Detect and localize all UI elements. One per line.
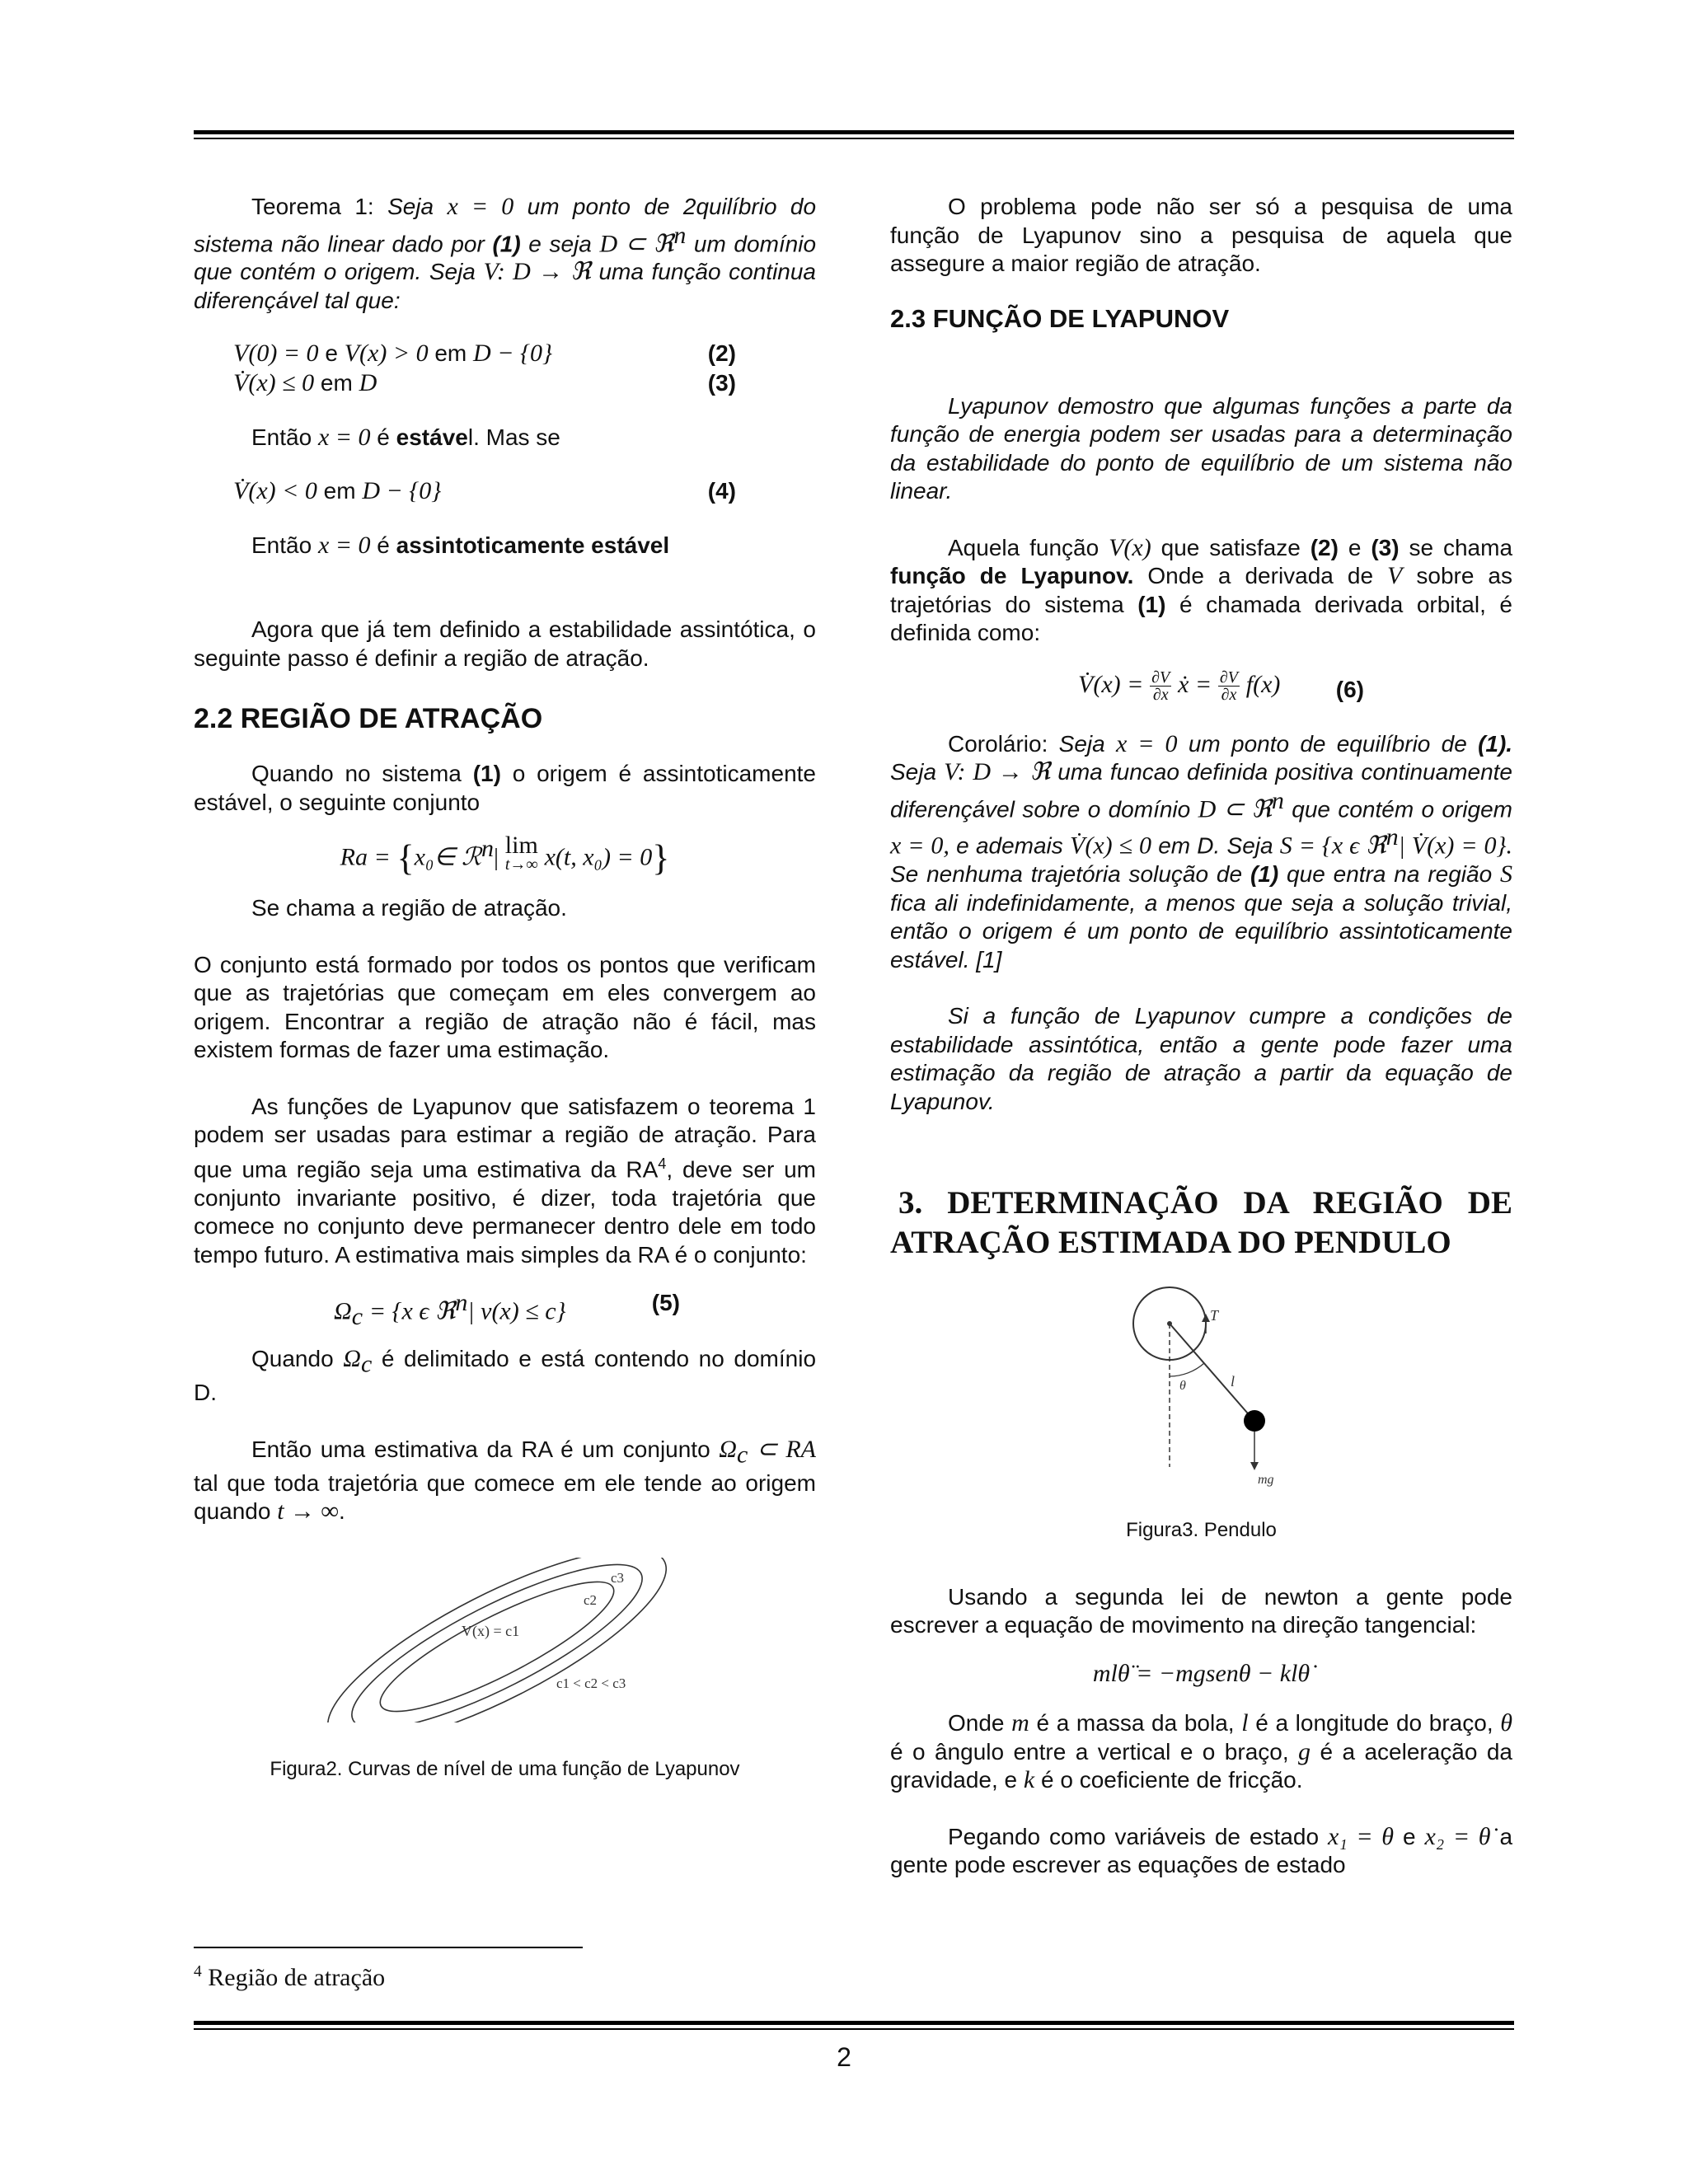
corolario-r: que entra na região: [1287, 861, 1493, 888]
angle-arc: [1170, 1363, 1204, 1376]
omega-sup: n: [455, 1289, 468, 1317]
ra-limit: [504, 832, 538, 874]
eq2-part-e: D − {0}: [473, 340, 552, 368]
onde-m: m: [1011, 1709, 1029, 1737]
level-curve-c3: [306, 1558, 688, 1722]
equation-motion: mlθ̈ = −mgsenθ − klθ̇: [1092, 1659, 1311, 1687]
corolario-eq-x0: x = 0: [1116, 729, 1178, 757]
para-entao-a: Então uma estimativa da RA é um conjunto: [251, 1436, 710, 1462]
label-v-c1: V(x) = c1: [462, 1622, 520, 1639]
then2-c: é: [377, 532, 390, 558]
aquela-v: V: [1387, 562, 1403, 589]
footnote-text: Região de atração: [208, 1964, 386, 1991]
ra-body: x(t, x₀) = 0: [544, 843, 653, 871]
equation-number-6: (6): [1335, 676, 1364, 702]
onde-l: l: [1241, 1709, 1249, 1737]
equation-number-5: (5): [651, 1290, 680, 1316]
theorem-lead: Teorema 1:: [251, 194, 374, 219]
pegando-x2: x₂ = θ̇: [1424, 1822, 1491, 1850]
equation-5-row: [194, 1289, 680, 1331]
corolario: [890, 730, 1512, 975]
figure-2: [194, 1558, 816, 1722]
para-quando2-a: Quando: [251, 1346, 334, 1372]
ra-brace-close: }: [652, 837, 670, 879]
theorem-eq-2-sup: n: [673, 221, 687, 249]
eq6-frac-2: [1218, 669, 1240, 703]
corolario-m: em D. Seja: [1158, 832, 1273, 859]
para-quando-c: o origem é assintoticamente estável, o seguinte conjunto: [194, 761, 816, 815]
then1-e: l. Mas se: [467, 424, 560, 451]
then2-eq: x = 0: [317, 531, 371, 559]
eq6-den-2: ∂x: [1221, 685, 1237, 704]
footnote: [194, 1963, 385, 1992]
ra-lim-text: lim: [504, 832, 538, 860]
gravity-arrowhead: [1250, 1462, 1259, 1470]
aquela-a: Aquela função: [948, 534, 1100, 560]
torque-arrowhead: [1202, 1314, 1210, 1322]
figure-3-caption: Figura3. Pendulo: [1126, 1519, 1277, 1542]
ra-bar: |: [493, 843, 499, 871]
para-funcoes: [194, 1093, 816, 1269]
corolario-eq-s: S = {x ϵ ℜ: [1279, 832, 1386, 860]
pegando-e: a gente pode escrever as equações de estado: [890, 1823, 1513, 1878]
level-curves-figure: [194, 1558, 816, 1722]
para-problema: O problema pode não ser só a pesquisa de uma função de Lyapunov sino a pesquisa de aquela que assegure a maior região de atração.: [890, 194, 1512, 276]
theorem-ref-1: (1): [492, 230, 521, 256]
corolario-eq-s-sup: n: [1386, 823, 1399, 851]
eq6-rhs: f(x): [1245, 670, 1281, 698]
para-entao-period: .: [338, 1498, 345, 1525]
equation-number-4: (4): [707, 477, 736, 504]
theorem-eq-1: x = 0: [447, 193, 514, 220]
para-quando2-c: é delimitado e está contendo no domínio D.: [194, 1346, 817, 1406]
bottom-rule-thick: [194, 2021, 1514, 2025]
corolario-t: fica ali indefinidamente, a menos que seja a solução trivial, então o origem é um ponto de equilíbrio assintoticamente estável. [1]: [890, 889, 1512, 972]
pegando-x1: x₁ = θ: [1327, 1822, 1394, 1850]
then1-c: é: [377, 424, 390, 451]
corolario-eq-d: D ⊂ ℜ: [1198, 794, 1272, 823]
ra-x0: x₀∈ ℛ: [414, 843, 481, 871]
theorem-text-1: Seja: [387, 194, 434, 219]
se-chama: Se chama a região de atração.: [251, 895, 567, 921]
heading-3-line-1: 3. DETERMINAÇÃO DA REGIÃO DE: [898, 1185, 1512, 1221]
aquela-bold-term: função de Lyapunov.: [890, 563, 1134, 588]
ra-lhs: Ra =: [340, 843, 391, 871]
theorem-text-5: uma função continua diferençável tal que:: [194, 259, 817, 313]
omega-rest: = {x ϵ ℜ: [368, 1297, 456, 1325]
eq3-part-b: em: [320, 370, 353, 396]
para-aquela: [890, 534, 1512, 648]
heading-2-2: 2.2 REGIÃO DE ATRAÇÃO: [194, 703, 543, 735]
theorem-text-3: e seja: [528, 230, 592, 256]
label-torque: T: [1210, 1307, 1219, 1324]
corolario-p: Se nenhuma trajetória solução de: [890, 861, 1243, 888]
aquela-m: é chamada derivada orbital, é definida como:: [890, 591, 1513, 645]
eq6-num-1: ∂V: [1151, 668, 1170, 687]
para-entao-limit: t → ∞: [277, 1497, 339, 1526]
label-c3: c3: [611, 1569, 625, 1586]
omega-rest2: | v(x) ≤ c}: [467, 1297, 566, 1325]
corolario-eq-x0b: x = 0,: [890, 832, 950, 860]
corolario-eq-vdot: V̇(x) ≤ 0: [1070, 832, 1151, 860]
eq2-part-a: V(0) = 0: [233, 340, 319, 368]
aquela-e: e: [1348, 534, 1362, 560]
heading-2-3: 2.3 FUNÇÃO DE LYAPUNOV: [890, 303, 1230, 333]
corolario-a: Seja: [1058, 730, 1105, 757]
para-pegando: [890, 1823, 1512, 1880]
para-agora: Agora que já tem definido a estabilidade assintótica, o seguinte passo é definir a região de atração.: [194, 616, 816, 671]
onde-k: k: [1023, 1766, 1035, 1794]
then1-a: Então: [251, 424, 312, 451]
onde-k-text: é o coeficiente de fricção.: [1041, 1767, 1303, 1793]
figure-3: [890, 1286, 1512, 1516]
theorem-eq-2: D ⊂ ℜ: [599, 229, 674, 257]
equation-ra: [194, 832, 816, 886]
equation-4-row: [194, 477, 736, 507]
corolario-eq-d-sup: n: [1271, 786, 1284, 814]
right-column: [890, 188, 1512, 1880]
figure-2-caption: Figura2. Curvas de nível de uma função de Lyapunov: [270, 1757, 740, 1780]
then-stable: [194, 424, 816, 452]
theorem-1: [194, 193, 816, 315]
then1-bold: estáve: [396, 424, 468, 451]
omega-symbol: Ω: [334, 1297, 352, 1325]
para-quando2-sub: c: [360, 1350, 373, 1378]
top-rule-thick: [194, 130, 1514, 134]
corolario-e: Seja: [890, 759, 937, 785]
para-funcoes-b: , deve ser um conjunto invariante positivo, é dizer, toda trajetória que comece no conjunto deve permanecer dentro dele em todo tempo futuro. A estimativa mais simples da RA é o conjunto:: [194, 1156, 816, 1268]
footnote-ref-4: 4: [658, 1155, 667, 1172]
onde-gvar: g: [1298, 1737, 1311, 1765]
onde-e: é a longitude do braço,: [1255, 1710, 1493, 1736]
top-rule-thin: [194, 138, 1514, 139]
label-theta: θ: [1179, 1379, 1186, 1394]
corolario-g: uma funcao definida positiva continuamente diferençável sobre o domínio: [890, 759, 1513, 822]
pegando-a: Pegando como variáveis de estado: [948, 1823, 1320, 1849]
pegando-c: e: [1402, 1823, 1416, 1849]
aquela-k: sobre as trajetórias do sistema: [890, 563, 1513, 617]
page-number: 2: [837, 2042, 851, 2072]
onde-g: é o ângulo entre a vertical e o braço,: [890, 1738, 1289, 1765]
para-quando: [194, 760, 816, 817]
para-entao-subset: ⊂ RA: [756, 1435, 816, 1463]
then-asymptotic: [194, 532, 816, 560]
eq6-lhs: V̇(x) =: [1078, 670, 1144, 698]
eq6-mid: ẋ =: [1178, 670, 1212, 698]
eq4-part-c: D − {0}: [362, 476, 442, 504]
para-entao-sub: c: [736, 1441, 748, 1469]
ra-lim-sub: t→∞: [504, 855, 538, 874]
pendulum-bob: [1244, 1410, 1265, 1432]
para-lyapunov: Lyapunov demostro que algumas funções a parte da função de energia podem ser usadas para a determinação da estabilidade do ponto de equilíbrio de um sistema não linear.: [890, 392, 1512, 504]
para-conjunto: O conjunto está formado por todos os pontos que verificam que as trajetórias que começam em eles convergem ao origem. Encontrar a região de atração não é fácil, mas existem formas de fazer uma estimação.: [194, 951, 816, 1063]
eq4-part-b: em: [323, 477, 356, 504]
para-usando: Usando a segunda lei de newton a gente pode escrever a equação de movimento na direção tangencial:: [890, 1583, 1512, 1638]
para-quando-ref: (1): [472, 761, 501, 787]
left-column: [194, 188, 816, 1783]
then2-a: Então: [251, 532, 312, 558]
corolario-eq-v: V: D → ℜ: [944, 758, 1051, 785]
equation-number-2: (2): [707, 340, 736, 367]
eq6-frac-1: [1150, 669, 1171, 703]
then2-bold: assintoticamente estável: [396, 532, 670, 558]
equation-3-row: [194, 369, 736, 399]
onde-theta: θ: [1500, 1709, 1513, 1737]
pendulum-arm: [1170, 1324, 1253, 1419]
para-entao-omega: Ω: [719, 1435, 737, 1463]
eq2-part-b: e: [325, 340, 338, 367]
para-entao: [194, 1436, 816, 1526]
label-inequality: c1 < c2 < c3: [556, 1675, 626, 1691]
para-quando-a: Quando no sistema: [251, 761, 462, 787]
equation-2-row: [194, 340, 736, 369]
aquela-ref-3: (3): [1371, 534, 1400, 560]
onde-i: é a aceleração da gravidade, e: [890, 1738, 1512, 1793]
eq2-part-d: em: [434, 340, 467, 367]
theorem-text-4: um domínio que contém o origem. Seja: [194, 230, 817, 285]
aquela-i: Onde a derivada de: [1147, 563, 1374, 588]
corolario-eq-region: S: [1500, 860, 1513, 888]
label-c2: c2: [584, 1591, 598, 1608]
aquela-vx: V(x): [1109, 533, 1151, 561]
heading-3-line-2: ATRAÇÃO ESTIMADA DO PENDULO: [890, 1225, 1451, 1261]
corolario-ref-1: (1).: [1478, 730, 1513, 757]
para-entao-d: tal que toda trajetória que comece em ele tende ao origem quando: [194, 1469, 816, 1525]
theorem-text-2: um ponto de 2quilíbrio do sistema não linear dado por: [194, 194, 817, 256]
footnote-number: 4: [194, 1963, 202, 1980]
corolario-i: que contém o origem: [1292, 795, 1512, 822]
aquela-ref-1: (1): [1137, 591, 1166, 617]
bottom-rule-thin: [194, 2028, 1514, 2030]
label-weight: mg: [1258, 1473, 1274, 1488]
label-length: l: [1231, 1373, 1236, 1390]
aquela-ref-2: (2): [1310, 534, 1339, 560]
para-quando2: [194, 1345, 816, 1408]
pivot-dot: [1167, 1321, 1172, 1326]
aquela-c: que satisfaze: [1160, 534, 1301, 560]
equation-number-3: (3): [707, 370, 736, 396]
eq3-part-c: D: [359, 369, 377, 397]
heading-3: [890, 1183, 1512, 1263]
then1-eq: x = 0: [317, 424, 371, 452]
corolario-lead: Corolário:: [948, 730, 1048, 757]
para-onde: [890, 1709, 1512, 1795]
eq3-part-a: V̇(x) ≤ 0: [233, 369, 315, 397]
omega-sub: c: [351, 1303, 363, 1331]
corolario-k: e ademais: [956, 832, 1063, 859]
equation-6-row: [890, 669, 1364, 712]
ra-sup: n: [481, 835, 494, 863]
eq2-part-c: V(x) > 0: [344, 340, 429, 368]
corolario-ref-1b: (1): [1250, 861, 1279, 888]
eq6-num-2: ∂V: [1219, 668, 1238, 687]
level-curve-c1: [368, 1561, 626, 1722]
pendulum-figure: [890, 1286, 1512, 1516]
onde-c: é a massa da bola,: [1036, 1710, 1235, 1736]
theorem-eq-3: V: D → ℜ: [483, 258, 591, 286]
ra-brace-open: {: [396, 837, 415, 879]
eq6-den-1: ∂x: [1152, 685, 1169, 704]
para-quando2-omega: Ω: [343, 1345, 361, 1373]
corolario-eq-s2: | V̇(x) = 0}.: [1398, 832, 1513, 860]
footnote-rule: [194, 1947, 583, 1948]
onde-a: Onde: [948, 1710, 1005, 1736]
corolario-c: um ponto de equilíbrio de: [1188, 730, 1467, 757]
para-funcoes-a: As funções de Lyapunov que satisfazem o teorema 1 podem ser usadas para estimar a região de atração. Para que uma região seja uma estimativa da RA: [194, 1093, 816, 1183]
aquela-g: se chama: [1409, 534, 1513, 560]
para-si: Si a função de Lyapunov cumpre a condições de estabilidade assintótica, então a gente pode fazer uma estimação da região de atração a partir da equação de Lyapunov.: [890, 1003, 1512, 1114]
eq4-part-a: V̇(x) < 0: [233, 476, 317, 504]
